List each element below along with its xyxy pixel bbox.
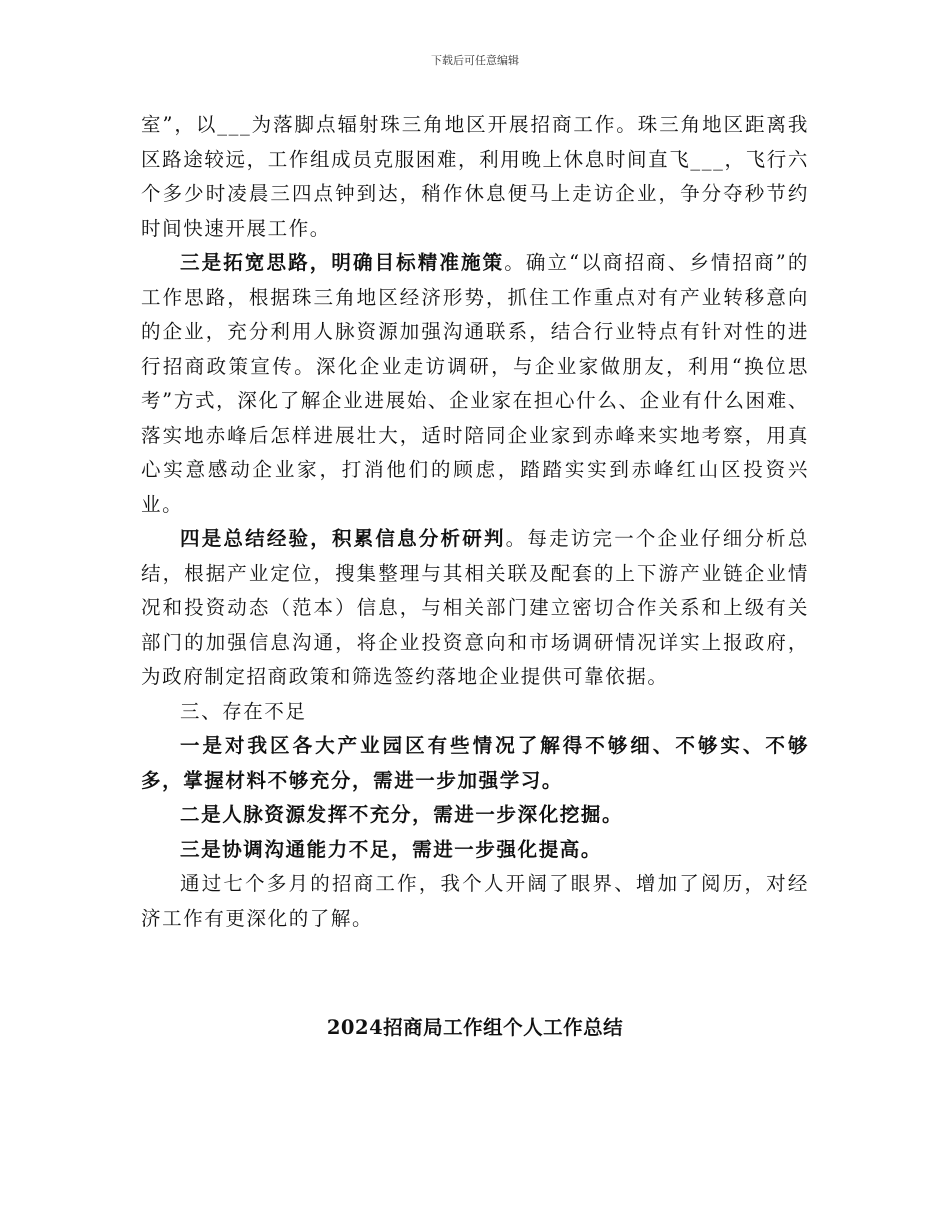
paragraph-point-four: [141, 522, 809, 695]
page-header-note: 下载后可任意编辑: [431, 54, 519, 67]
point-four-heading: 四是总结经验，积累信息分析研判: [180, 527, 506, 550]
point-four-text: 。每走访完一个企业仔细分析总结，根据产业定位，搜集整理与其相关联及配套的上下游产业链企业情况和投资动态（范本）信息，与相关部门建立密切合作关系和上级有关部门的加强信息沟通，将企业投资意向和市场调研情况详实上报政府，为政府制定招商政策和筛选签约落地企业提供可靠依据。: [141, 527, 809, 688]
paragraph-point-three: [141, 246, 809, 522]
shortcoming-two: 二是人脉资源发挥不充分，需进一步深化挖掘。: [180, 803, 624, 826]
next-document-title: 2024招商局工作组个人工作总结: [326, 1016, 624, 1039]
document-body: [141, 108, 809, 936]
shortcoming-one: 一是对我区各大产业园区有些情况了解得不够细、不够实、不够多，掌握材料不够充分，需进一步加强学习。: [141, 734, 809, 792]
paragraph-continuation: 室”，以___为落脚点辐射珠三角地区开展招商工作。珠三角地区距离我区路途较远，工作组成员克服困难，利用晚上休息时间直飞___，飞行六个多少时凌晨三四点钟到达，稍作休息便马上走访企业，争分夺秒节约时间快速开展工作。: [141, 113, 809, 240]
closing-paragraph: 通过七个多月的招商工作，我个人开阔了眼界、增加了阅历，对经济工作有更深化的了解。: [141, 872, 809, 930]
point-three-heading: 三是拓宽思路，明确目标精准施策: [180, 251, 505, 274]
point-three-text: 。确立“以商招商、乡情招商”的工作思路，根据珠三角地区经济形势，抓住工作重点对有产业转移意向的企业，充分利用人脉资源加强沟通联系，结合行业特点有针对性的进行招商政策宣传。深化企业走访调研，与企业家做朋友，利用“换位思考”方式，深化了解企业进展始、企业家在担心什么、企业有什么困难、落实地赤峰后怎样进展壮大，适时陪同企业家到赤峰来实地考察，用真心实意感动企业家，打消他们的顾虑，踏踏实实到赤峰红山区投资兴业。: [141, 251, 809, 516]
section-heading-shortcomings: 三、存在不足: [180, 699, 307, 723]
shortcoming-three: 三是协调沟通能力不足，需进一步强化提高。: [180, 837, 603, 861]
